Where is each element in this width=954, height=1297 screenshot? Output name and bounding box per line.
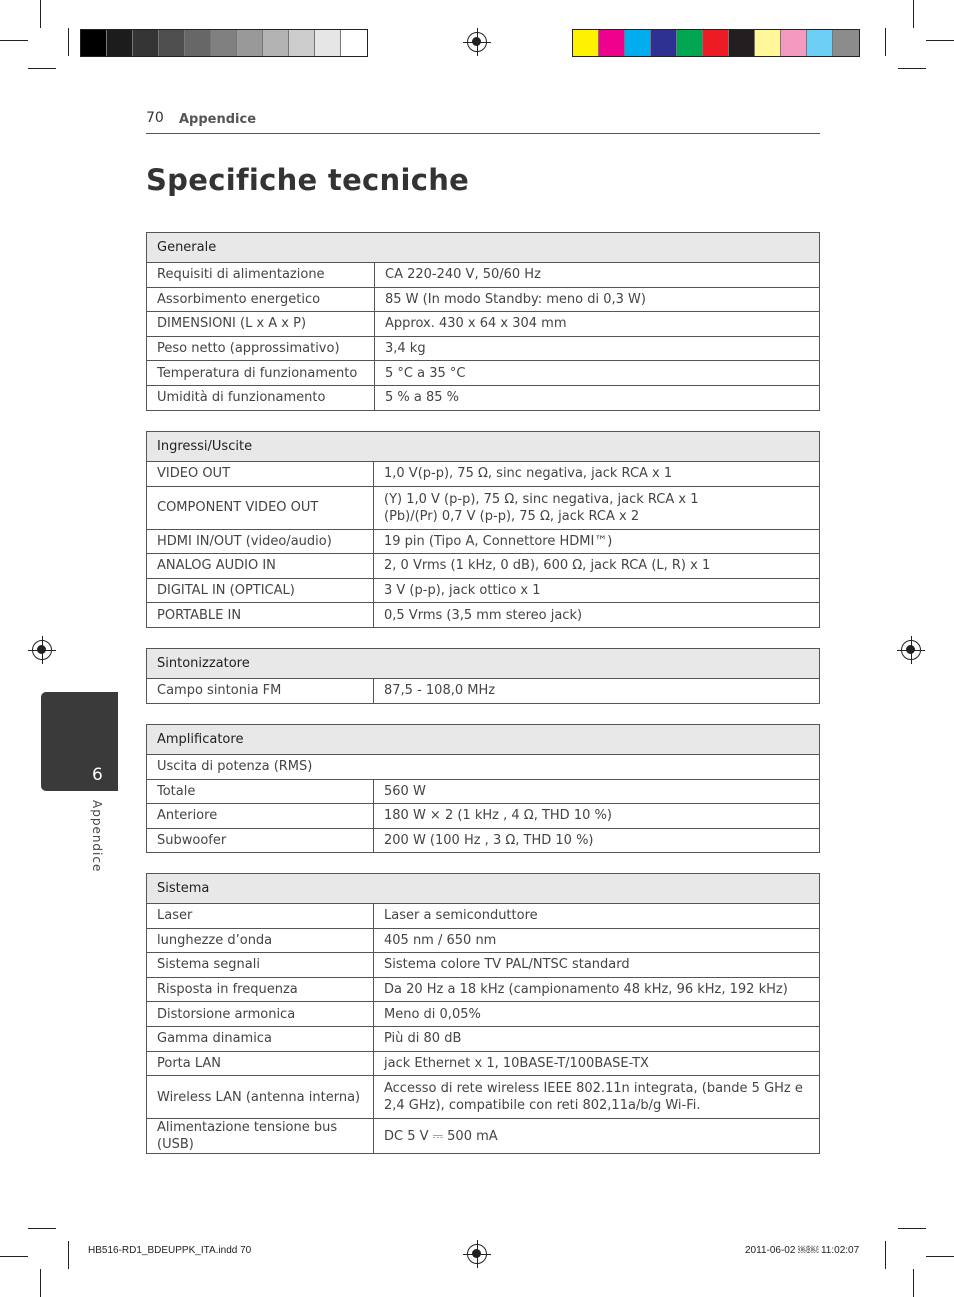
spec-value: 560 W bbox=[374, 779, 820, 804]
spec-table-ingressi-uscite bbox=[146, 431, 820, 628]
spec-label: Laser bbox=[147, 904, 374, 929]
table-row bbox=[147, 755, 820, 780]
spec-value: 3 V (p-p), jack ottico x 1 bbox=[374, 578, 820, 603]
table-row bbox=[147, 385, 820, 410]
color-swatch bbox=[237, 30, 263, 56]
spec-label: Risposta in frequenza bbox=[147, 977, 374, 1002]
color-swatch bbox=[807, 30, 833, 56]
registration-mark-icon bbox=[467, 1244, 487, 1264]
table-row bbox=[147, 578, 820, 603]
section-label: Appendice bbox=[179, 112, 257, 127]
table-row bbox=[147, 977, 820, 1002]
color-swatch bbox=[625, 30, 651, 56]
spec-table-generale bbox=[146, 232, 820, 411]
table-row bbox=[147, 679, 820, 704]
spec-label: Distorsione armonica bbox=[147, 1002, 374, 1027]
color-swatch bbox=[107, 30, 133, 56]
table-row bbox=[147, 779, 820, 804]
color-swatch bbox=[185, 30, 211, 56]
spec-label: Sistema segnali bbox=[147, 953, 374, 978]
spec-value: 85 W (In modo Standby: meno di 0,3 W) bbox=[375, 287, 820, 312]
spec-value: Meno di 0,05% bbox=[374, 1002, 820, 1027]
spec-label: DIMENSIONI (L x A x P) bbox=[147, 312, 375, 337]
table-row bbox=[147, 336, 820, 361]
color-swatch bbox=[81, 30, 107, 56]
table-header-row bbox=[147, 649, 820, 679]
table-row bbox=[147, 1026, 820, 1051]
crop-mark bbox=[885, 1241, 886, 1269]
color-swatch bbox=[159, 30, 185, 56]
color-swatch bbox=[263, 30, 289, 56]
table-row bbox=[147, 486, 820, 529]
spec-value: Sistema colore TV PAL/NTSC standard bbox=[374, 953, 820, 978]
color-swatch bbox=[677, 30, 703, 56]
spec-value: 5 °C a 35 °C bbox=[375, 361, 820, 386]
table-row bbox=[147, 828, 820, 853]
spec-value: 5 % a 85 % bbox=[375, 385, 820, 410]
crop-mark bbox=[40, 1269, 41, 1297]
spec-label: Uscita di potenza (RMS) bbox=[147, 755, 820, 780]
table-row bbox=[147, 603, 820, 628]
crop-mark bbox=[926, 1256, 954, 1257]
page-number: 70 bbox=[146, 110, 164, 126]
table-header-row bbox=[147, 432, 820, 462]
table-row bbox=[147, 953, 820, 978]
footer-timestamp: 2011-06-02 ￼￼ 11:02:07 bbox=[745, 1245, 860, 1256]
color-swatch bbox=[729, 30, 755, 56]
registration-mark-icon bbox=[901, 640, 921, 660]
spec-table-sistema bbox=[146, 873, 820, 1154]
table-row bbox=[147, 928, 820, 953]
table-header-row bbox=[147, 725, 820, 755]
chapter-label: Appendice bbox=[90, 800, 104, 873]
color-swatch bbox=[315, 30, 341, 56]
color-swatch bbox=[651, 30, 677, 56]
spec-label: Alimentazione tensione bus (USB) bbox=[147, 1119, 374, 1154]
chapter-tab bbox=[41, 692, 118, 791]
section-heading: Ingressi/Uscite bbox=[147, 432, 820, 462]
color-swatch bbox=[703, 30, 729, 56]
spec-label: VIDEO OUT bbox=[147, 462, 374, 487]
color-swatch bbox=[289, 30, 315, 56]
color-swatch bbox=[573, 30, 599, 56]
table-header-row bbox=[147, 233, 820, 263]
crop-mark bbox=[0, 40, 28, 41]
header-divider bbox=[146, 133, 820, 134]
color-calibration-bar bbox=[572, 29, 860, 57]
spec-label: DIGITAL IN (OPTICAL) bbox=[147, 578, 374, 603]
registration-mark-icon bbox=[32, 640, 52, 660]
crop-mark bbox=[898, 68, 926, 69]
color-swatch bbox=[781, 30, 807, 56]
spec-value: 3,4 kg bbox=[375, 336, 820, 361]
color-swatch bbox=[755, 30, 781, 56]
crop-mark bbox=[28, 68, 56, 69]
spec-label: Peso netto (approssimativo) bbox=[147, 336, 375, 361]
crop-mark bbox=[926, 40, 954, 41]
crop-mark bbox=[68, 1241, 69, 1269]
spec-label: HDMI IN/OUT (video/audio) bbox=[147, 529, 374, 554]
crop-mark bbox=[28, 1228, 56, 1229]
table-row bbox=[147, 287, 820, 312]
section-heading: Amplificatore bbox=[147, 725, 820, 755]
spec-label: Wireless LAN (antenna interna) bbox=[147, 1076, 374, 1119]
table-row bbox=[147, 804, 820, 829]
color-swatch bbox=[133, 30, 159, 56]
spec-value: 200 W (100 Hz , 3 Ω, THD 10 %) bbox=[374, 828, 820, 853]
spec-value: CA 220-240 V, 50/60 Hz bbox=[375, 263, 820, 288]
crop-mark bbox=[898, 1228, 926, 1229]
spec-value: Da 20 Hz a 18 kHz (campionamento 48 kHz, 96 kHz, 192 kHz) bbox=[374, 977, 820, 1002]
registration-mark-icon bbox=[467, 32, 487, 52]
spec-value: 87,5 - 108,0 MHz bbox=[374, 679, 820, 704]
spec-value: Più di 80 dB bbox=[374, 1026, 820, 1051]
spec-label: Assorbimento energetico bbox=[147, 287, 375, 312]
spec-value: 180 W × 2 (1 kHz , 4 Ω, THD 10 %) bbox=[374, 804, 820, 829]
spec-value: Approx. 430 x 64 x 304 mm bbox=[375, 312, 820, 337]
crop-mark bbox=[40, 0, 41, 28]
crop-mark bbox=[913, 1269, 914, 1297]
spec-value: 0,5 Vrms (3,5 mm stereo jack) bbox=[374, 603, 820, 628]
spec-label: Subwoofer bbox=[147, 828, 374, 853]
footer-file-name: HB516-RD1_BDEUPPK_ITA.indd 70 bbox=[88, 1245, 252, 1256]
spec-label: Temperatura di funzionamento bbox=[147, 361, 375, 386]
spec-label: COMPONENT VIDEO OUT bbox=[147, 486, 374, 529]
spec-value: 405 nm / 650 nm bbox=[374, 928, 820, 953]
spec-label: Umidità di funzionamento bbox=[147, 385, 375, 410]
table-row bbox=[147, 1076, 820, 1119]
spec-value: Accesso di rete wireless IEEE 802.11n integrata, (bande 5 GHz e 2,4 GHz), compatibile con reti 802,11a/b/g Wi-Fi. bbox=[374, 1076, 820, 1119]
table-row bbox=[147, 462, 820, 487]
color-swatch bbox=[341, 30, 367, 56]
color-swatch bbox=[599, 30, 625, 56]
color-swatch bbox=[833, 30, 859, 56]
table-row bbox=[147, 1002, 820, 1027]
section-heading: Sintonizzatore bbox=[147, 649, 820, 679]
spec-label: Totale bbox=[147, 779, 374, 804]
spec-label: ANALOG AUDIO IN bbox=[147, 554, 374, 579]
spec-value: 2, 0 Vrms (1 kHz, 0 dB), 600 Ω, jack RCA (L, R) x 1 bbox=[374, 554, 820, 579]
spec-label: lunghezze d’onda bbox=[147, 928, 374, 953]
chapter-number: 6 bbox=[92, 765, 103, 785]
spec-value: 1,0 V(p-p), 75 Ω, sinc negativa, jack RCA x 1 bbox=[374, 462, 820, 487]
spec-label: Campo sintonia FM bbox=[147, 679, 374, 704]
table-row bbox=[147, 904, 820, 929]
table-row bbox=[147, 529, 820, 554]
spec-label: Requisiti di alimentazione bbox=[147, 263, 375, 288]
table-row bbox=[147, 1119, 820, 1154]
grayscale-calibration-bar bbox=[80, 29, 368, 57]
color-swatch bbox=[211, 30, 237, 56]
spec-value: 19 pin (Tipo A, Connettore HDMI™) bbox=[374, 529, 820, 554]
page-title: Specifiche tecniche bbox=[146, 163, 470, 197]
spec-label: Gamma dinamica bbox=[147, 1026, 374, 1051]
spec-value: (Y) 1,0 V (p-p), 75 Ω, sinc negativa, jack RCA x 1 (Pb)/(Pr) 0,7 V (p-p), 75 Ω, jack RCA x 2 bbox=[374, 486, 820, 529]
section-heading: Generale bbox=[147, 233, 820, 263]
spec-label: Porta LAN bbox=[147, 1051, 374, 1076]
table-row bbox=[147, 263, 820, 288]
spec-table-sintonizzatore bbox=[146, 648, 820, 704]
table-row bbox=[147, 554, 820, 579]
crop-mark bbox=[885, 28, 886, 56]
spec-value: DC 5 V ⎓ 500 mA bbox=[374, 1119, 820, 1154]
spec-table-amplificatore bbox=[146, 724, 820, 853]
spec-value: jack Ethernet x 1, 10BASE-T/100BASE-TX bbox=[374, 1051, 820, 1076]
table-header-row bbox=[147, 874, 820, 904]
spec-label: Anteriore bbox=[147, 804, 374, 829]
table-row bbox=[147, 361, 820, 386]
table-row bbox=[147, 1051, 820, 1076]
spec-label: PORTABLE IN bbox=[147, 603, 374, 628]
table-row bbox=[147, 312, 820, 337]
crop-mark bbox=[0, 1256, 28, 1257]
section-heading: Sistema bbox=[147, 874, 820, 904]
crop-mark bbox=[913, 0, 914, 28]
spec-value: Laser a semiconduttore bbox=[374, 904, 820, 929]
crop-mark bbox=[68, 28, 69, 56]
